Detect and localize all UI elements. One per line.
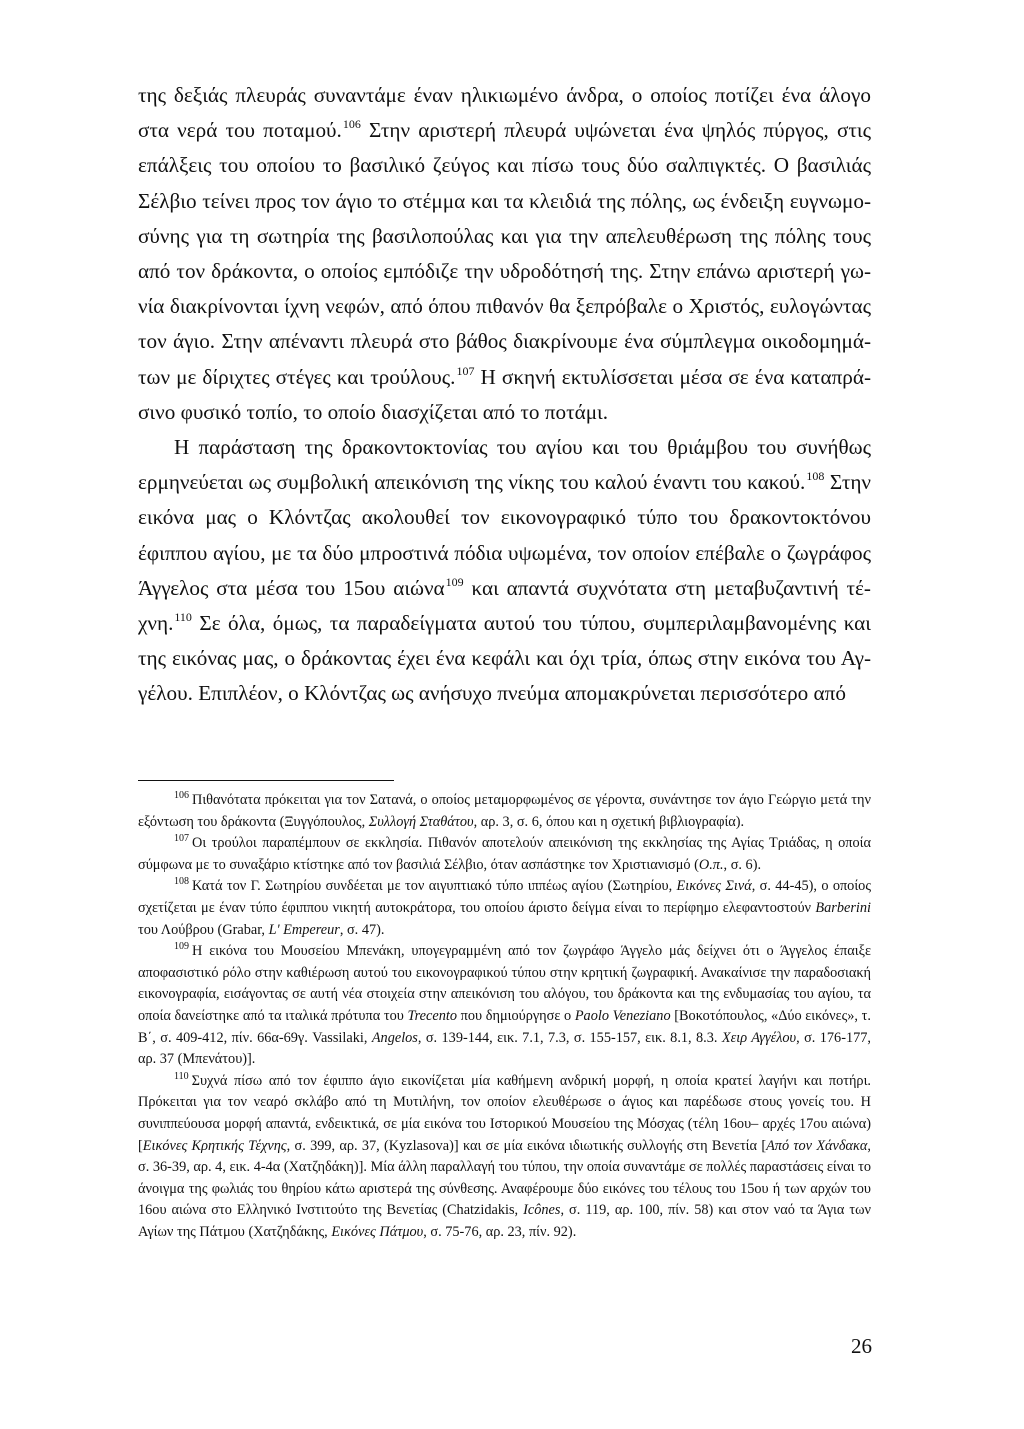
- footnote-separator: [138, 780, 394, 781]
- paragraph-2-text: Η παράσταση της δρακοντοκτονίας του αγίου και του θριάμβου του συνήθως ερμηνεύεται ως συμβολική απεικόνιση της νίκης του καλού έναντι του κακού.: [138, 435, 871, 495]
- footnote-text: του Λούβρου (Grabar,: [138, 921, 269, 938]
- paragraph-1-text: Η σκηνή εκτυλίσσεται μέσα σε ένα καταπράσινο φυσικό τοπίο, το οποίο διασχίζεται από το ποτάμι.: [138, 364, 872, 424]
- footnote-ref-109[interactable]: 109: [445, 574, 464, 589]
- footnote-number: 110: [174, 1070, 189, 1082]
- main-text: [138, 78, 871, 712]
- footnote-text: , σ. 75-76, αρ. 23, πίν. 92).: [423, 1223, 577, 1240]
- footnote-108: [138, 876, 871, 941]
- footnote-ref-106[interactable]: 106: [342, 117, 361, 132]
- footnote-title: Εικόνες Σινά: [676, 878, 752, 895]
- footnote-title: Από τον Χάνδακα: [766, 1137, 868, 1154]
- paragraph-1-text: της δεξιάς πλευράς συναντάμε έναν ηλικιωμένο άνδρα, ο οποίος ποτίζει ένα άλογο στα νερά του ποταμού.: [138, 83, 871, 143]
- footnote-number: 107: [174, 833, 189, 845]
- footnote-text: , σ. 36-39, αρ. 4, εικ. 4-4α (Χατζηδάκη)]. Μία άλλη παραλλαγή του τύπου, την οποία συναντάμε σε πολλές παραστάσεις είναι το άνοιγμα της φωλιάς του θηρίου κάτω αριστερά της σύνθεσης. Αναφέρουμε δύο εικόνες του τέλους του 15ου ή των αρχών του 16ου αιώνα στο Ελληνικό Ινστιτούτο της Βενετίας (Chatzidakis,: [138, 1137, 871, 1219]
- footnote-text: , σ. 139-144, εικ. 7.1, 7.3, σ. 155-157, εικ. 8.1, 8.3.: [417, 1029, 722, 1046]
- page-number: 26: [851, 1334, 872, 1358]
- footnote-title: Εικόνες Πάτμου: [331, 1223, 424, 1240]
- footnote-number: 108: [174, 876, 189, 888]
- footnote-ref-108[interactable]: 108: [806, 469, 825, 484]
- footnote-title: Εικόνες Κρητικής Τέχνης: [142, 1137, 287, 1154]
- footnote-title: Barberini: [815, 899, 871, 916]
- footnote-text: Συχνά πίσω από τον έφιππο άγιο εικονίζεται μία καθήμενη ανδρική μορφή, η οποία κρατεί λαγήνι και ποτήρι. Πρόκειται για τον νεαρό σκλάβο από τη Μυτιλήνη, τον οποίον ελευθέρωσε ο άγιος και παρέδωσε στους γονείς του. Η συνιππεύουσα μορφή απαντά, ενδεικτικά, σε μία εικόνα του Ιστορικού Μουσείου της Μόσχας (τέλη 16ου– αρχές 17ου αιώνα) [: [138, 1072, 871, 1154]
- footnote-text: Κατά τον Γ. Σωτηρίου συνδέεται με τον αιγυπτιακό τύπο ιππέως αγίου (Σωτηρίου,: [192, 878, 677, 895]
- footnote-title: Trecento: [407, 1007, 457, 1024]
- footnote-text: Πιθανότατα πρόκειται για τον Σατανά, ο οποίος μεταμορφωμένος σε γέροντα, συνάντησε τον άγιο Γεώργιο μετά την εξόντωση του δράκοντα (Ξυγγόπουλος,: [138, 792, 871, 830]
- footnote-ref-110[interactable]: 110: [174, 610, 192, 625]
- footnote-title: Icônes: [523, 1202, 561, 1219]
- footnote-title: Ο.π.: [698, 856, 724, 873]
- footnote-title: Χειρ Αγγέλου: [721, 1029, 797, 1046]
- paragraph-1: [138, 78, 871, 430]
- footnote-ref-107[interactable]: 107: [456, 363, 475, 378]
- footnote-text: , σ. 6).: [723, 856, 762, 873]
- footnote-text: Οι τρούλοι παραπέμπουν σε εκκλησία. Πιθανόν αποτελούν απεικόνιση της εκκλησίας της Αγίας Τριάδας, η οποία σύμφωνα με το συναξάριο κτίστηκε από τον βασιλιά Σέλβιο, όταν ασπάστηκε τον Χριστιανισμό (: [138, 835, 871, 873]
- footnote-text: , σ. 44-45), ο οποίος σχετίζεται με έναν τύπο έφιππου νικητή αυτοκράτορα, του οποίου άριστο δείγμα είναι το περίφημο ελεφαντοστούν: [138, 878, 871, 916]
- paragraph-2: [138, 430, 871, 712]
- footnote-text: , σ. 47).: [339, 921, 385, 938]
- footnote-text: , σ. 399, αρ. 37, (Kyzlasova)] και σε μία εικόνα ιδιωτικής συλλογής στη Βενετία [: [286, 1137, 767, 1154]
- footnote-107: [138, 833, 871, 876]
- footnote-text: Η εικόνα του Μουσείου Μπενάκη, υπογεγραμμένη από τον ζωγράφο Άγγελο μάς δείχνει ότι ο Άγγελος έπαιξε αποφασιστικό ρόλο στην καθιέρωση αυτού του εικονογραφικού τύπου στην κρητική ζωγραφική. Ανακαίνισε την παραδοσιακή εικονογραφία, εισάγοντας σε αυτή νέα στοιχεία στην απεικόνιση του αλόγου, του δράκοντα και της ενδυμασίας του αγίου, τα οποία δανείστηκε από τα ιταλικά πρότυπα του: [138, 943, 871, 1024]
- footnotes: [138, 790, 871, 1243]
- paragraph-2-text: Στην εικόνα μας ο Κλόντζας ακολουθεί τον εικονογραφικό τύπο του δρακοντοκτόνου έφιππου αγίου, με τα δύο μπροστινά πόδια υψωμένα, τον οποίον επέβαλε ο ζωγράφος Άγγελος στα μέσα του 15ου αιώνα: [138, 470, 872, 600]
- footnote-text: , αρ. 3, σ. 6, όπου και η σχετική βιβλιογραφία).: [473, 813, 745, 830]
- paragraph-1-text: Στην αριστερή πλευρά υψώνεται ένα ψηλός πύργος, στις επάλξεις του οποίου το βασιλικό ζεύγος και πίσω τους δύο σαλπιγκτές. Ο βασιλιάς Σέλβιο τείνει προς τον άγιο το στέμμα και τα κλειδιά της πόλης, ως ένδειξη ευγνωμοσύνης για τη σωτηρία της βασιλοπούλας και για την απελευθέρωση της πόλης τους από τον δράκοντα, ο οποίος εμπόδιζε την υδροδότησή της. Στην επάνω αριστερή γωνία διακρίνονται ίχνη νεφών, από όπου πιθανόν θα ξεπρόβαλε ο Χριστός, ευλογώντας τον άγιο. Στην απέναντι πλευρά στο βάθος διακρίνουμε ένα σύμπλεγμα οικοδομημάτων με δίριχτες στέγες και τρούλους.: [138, 118, 871, 389]
- paragraph-2-text: Σε όλα, όμως, τα παραδείγματα αυτού του τύπου, συμπεριλαμβανομένης και της εικόνας μας, ο δράκοντας έχει ένα κεφάλι και όχι τρία, όπως στην εικόνα του Αγγέλου. Επιπλέον, ο Κλόντζας ως ανήσυχο πνεύμα απομακρύνεται περισσότερο από: [138, 611, 871, 706]
- footnote-106: [138, 790, 871, 833]
- footnote-title: L' Empereur: [268, 921, 340, 938]
- footnote-title: Paolo Veneziano: [574, 1007, 671, 1024]
- footnote-text: , σ. 176-177, αρ. 37 (Μπενάτου)].: [138, 1029, 871, 1068]
- footnote-text: , σ. 119, αρ. 100, πίν. 58) και στον ναό τα Άγια των Αγίων της Πάτμου (Χατζηδάκης,: [138, 1202, 871, 1240]
- paragraph-2-text: και απαντά συχνότατα στη μεταβυζαντινή τέχνη.: [138, 575, 871, 636]
- footnote-title: Συλλογή Σταθάτου: [368, 813, 474, 830]
- footnote-110: [138, 1071, 871, 1244]
- footnote-text: [Βοκοτόπουλος, «Δύο εικόνες», τ. Β΄, σ. 409-412, πίν. 66α-69γ. Vassilaki,: [138, 1007, 871, 1046]
- footnote-text: που δημιούργησε ο: [457, 1007, 575, 1024]
- footnote-number: 109: [174, 941, 189, 953]
- footnote-109: [138, 941, 871, 1071]
- footnote-number: 106: [174, 790, 189, 801]
- footnote-title: Angelos: [371, 1029, 418, 1046]
